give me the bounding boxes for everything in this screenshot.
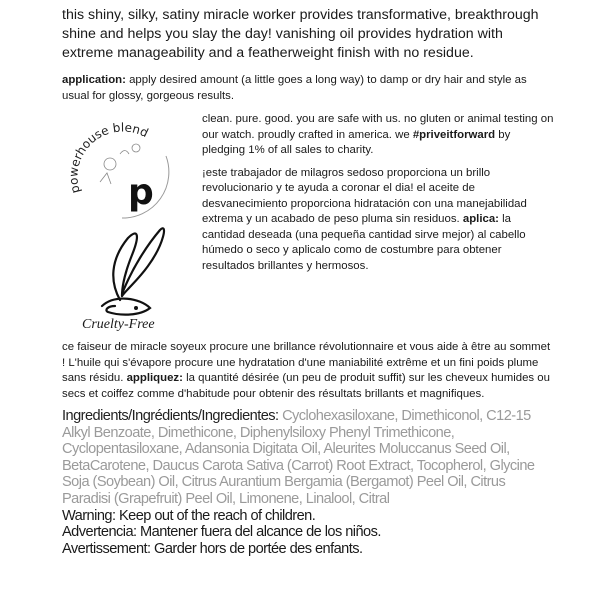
application-text: apply desired amount (a little goes a long way) to damp or dry hair and style as usual for glossy, gorgeous results. <box>62 74 527 102</box>
french-paragraph <box>62 340 554 402</box>
logo-column <box>62 112 202 334</box>
badge-letter: p <box>128 172 154 213</box>
warning-english: Warning: Keep out of the reach of children. <box>62 507 316 524</box>
french-label: appliquez: <box>126 372 183 384</box>
spanish-label: aplica: <box>462 213 499 225</box>
info-column <box>202 112 554 281</box>
ingredients-label: Ingredients/Ingrédients/Ingredientes: <box>62 408 283 424</box>
charity-text: by pledging 1% of all sales to charity. <box>202 128 511 156</box>
product-description: this shiny, silky, satiny miracle worker provides transformative, breakthrough shine and helps you slay the day! vanishing oil provides hydration with extreme manageability and a featherweight finish with no residue. <box>62 7 539 61</box>
clean-text: clean. pure. good. you are safe with us. no gluten or animal testing on our watch. proudly crafted in america. we <box>202 113 554 141</box>
application-instructions <box>62 73 554 104</box>
spanish-text: ¡este trabajador de milagros sedoso proporciona un brillo revolucionario y te ayuda a coronar el dia! el aceite de desvanecimiento proporciona hidratación con una manejabilidad extrema y un acabado de peso pluma sin residuos. <box>202 166 527 225</box>
french-text: ce faiseur de miracle soyeux procure une brillance révolutionnaire et vous aide à être au sommet ! L'huile qui s'évapore procure une hydratation d'une maniabilité extrême et un fini poids plume sans résidu. <box>62 341 551 384</box>
ingredients-section <box>62 408 554 557</box>
powerhouse-blend-text: powerhouse blend <box>66 120 151 195</box>
cruelty-free-label: Cruelty-Free <box>82 317 155 332</box>
bunny-icon <box>62 224 192 316</box>
warning-spanish: Advertencia: Mantener fuera del alcance de los niños. <box>62 524 381 541</box>
clean-pure-good-paragraph <box>202 112 554 159</box>
french-application-text: la quantité désirée (un peu de produit suffit) sur les cheveux humides ou secs et coiffez comme d'habitude pour obtenir des résultats brillants et magnifiques. <box>62 372 550 400</box>
middle-section <box>62 112 554 334</box>
spanish-application-text: la cantidad deseada (una pequeña cantidad sirve mejor) al cabello húmedo o seco y aplicalo como de costumbre para obtener resultados brillantes y hermosos. <box>202 213 526 272</box>
application-label: application: <box>62 74 126 86</box>
spanish-paragraph <box>202 166 554 275</box>
warning-french: Avertissement: Garder hors de portée des enfants. <box>62 540 363 557</box>
ingredients-list: Cyclohexasiloxane, Dimethiconol, C12-15 Alkyl Benzoate, Dimethicone, Diphenylsiloxy Phenyl Trimethicone, Cyclopentasiloxane, Adansonia Digitata Oil, Aleurites Moluccanus Seed Oil, BetaCarotene, Daucus Carota Sativa (Carrot) Root Extract, Tocopherol, Glycine Soja (Soybean) Oil, Citrus Aurantium Bergamia (Bergamot) Peel Oil, Citrus Paradisi (Grapefruit) Peel Oil, Limonene, Linalool, Citral <box>62 408 535 507</box>
hashtag: #priveitforward <box>412 128 496 141</box>
powerhouse-blend-badge <box>62 112 192 224</box>
